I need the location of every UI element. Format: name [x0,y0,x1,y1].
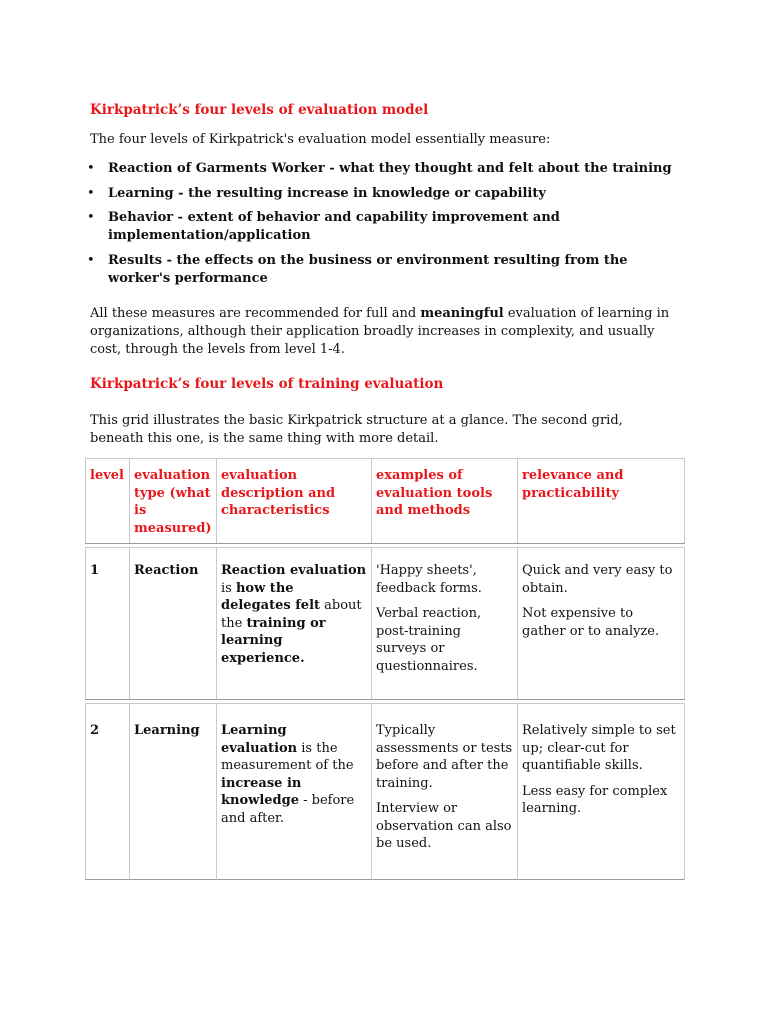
header-cell-description: evaluation description and characteristics [216,458,371,543]
description-cell: Reaction evaluation is how the delegates felt about the training or learning experience. [216,547,371,699]
measures-paragraph: All these measures are recommended for full and meaningful evaluation of learning in organizations, although their application broadly increases in complexity, and usually cost, through the levels from level 1-4. [90,306,670,357]
type-cell: Reaction [129,547,216,699]
tools-cell: 'Happy sheets', feedback forms. Verbal reaction, post-training surveys or questionnaires. [371,547,517,699]
table-header-row [85,458,685,543]
level-cell: 1 [85,547,129,699]
header-cell-relevance: relevance and practicability [517,458,685,543]
bullet-item: • Reaction of Garments Worker - what they thought and felt about the training [87,161,672,176]
bullet-item: • Behavior - extent of behavior and capability improvement and implementation/application [87,210,560,243]
table-row [85,547,685,699]
intro-paragraph: The four levels of Kirkpatrick's evaluation model essentially measure: [90,132,551,147]
bullet-symbol: • [87,185,95,201]
header-cell-tools: examples of evaluation tools and methods [371,458,517,543]
section-heading-model: Kirkpatrick’s four levels of evaluation model [90,102,429,118]
relevance-cell: Quick and very easy to obtain. Not expensive to gather or to analyze. [517,547,685,699]
levels-bullet-list [87,160,687,294]
bullet-symbol: • [87,252,95,268]
header-cell-level: level [85,458,129,543]
tools-cell: Typically assessments or tests before and after the training. Interview or observation can also be used. [371,703,517,880]
evaluation-grid [85,458,685,880]
description-cell: Learning evaluation is the measurement of the increase in knowledge - before and after. [216,703,371,880]
bullet-item: • Results - the effects on the business or environment resulting from the worker's performance [87,252,628,286]
grid-intro-paragraph: This grid illustrates the basic Kirkpatrick structure at a glance. The second grid, beneath this one, is the same thing with more detail. [90,413,623,446]
header-cell-type: evaluation type (what is measured) [129,458,216,543]
bullet-symbol: • [87,161,95,176]
level-cell: 2 [85,703,129,880]
bullet-symbol: • [87,210,95,225]
type-cell: Learning [129,703,216,880]
relevance-cell: Relatively simple to set up; clear-cut for quantifiable skills. Less easy for complex learning. [517,703,685,880]
bullet-item: • Learning - the resulting increase in knowledge or capability [87,185,546,201]
table-row [85,703,685,880]
section-heading-training: Kirkpatrick’s four levels of training evaluation [90,376,444,392]
